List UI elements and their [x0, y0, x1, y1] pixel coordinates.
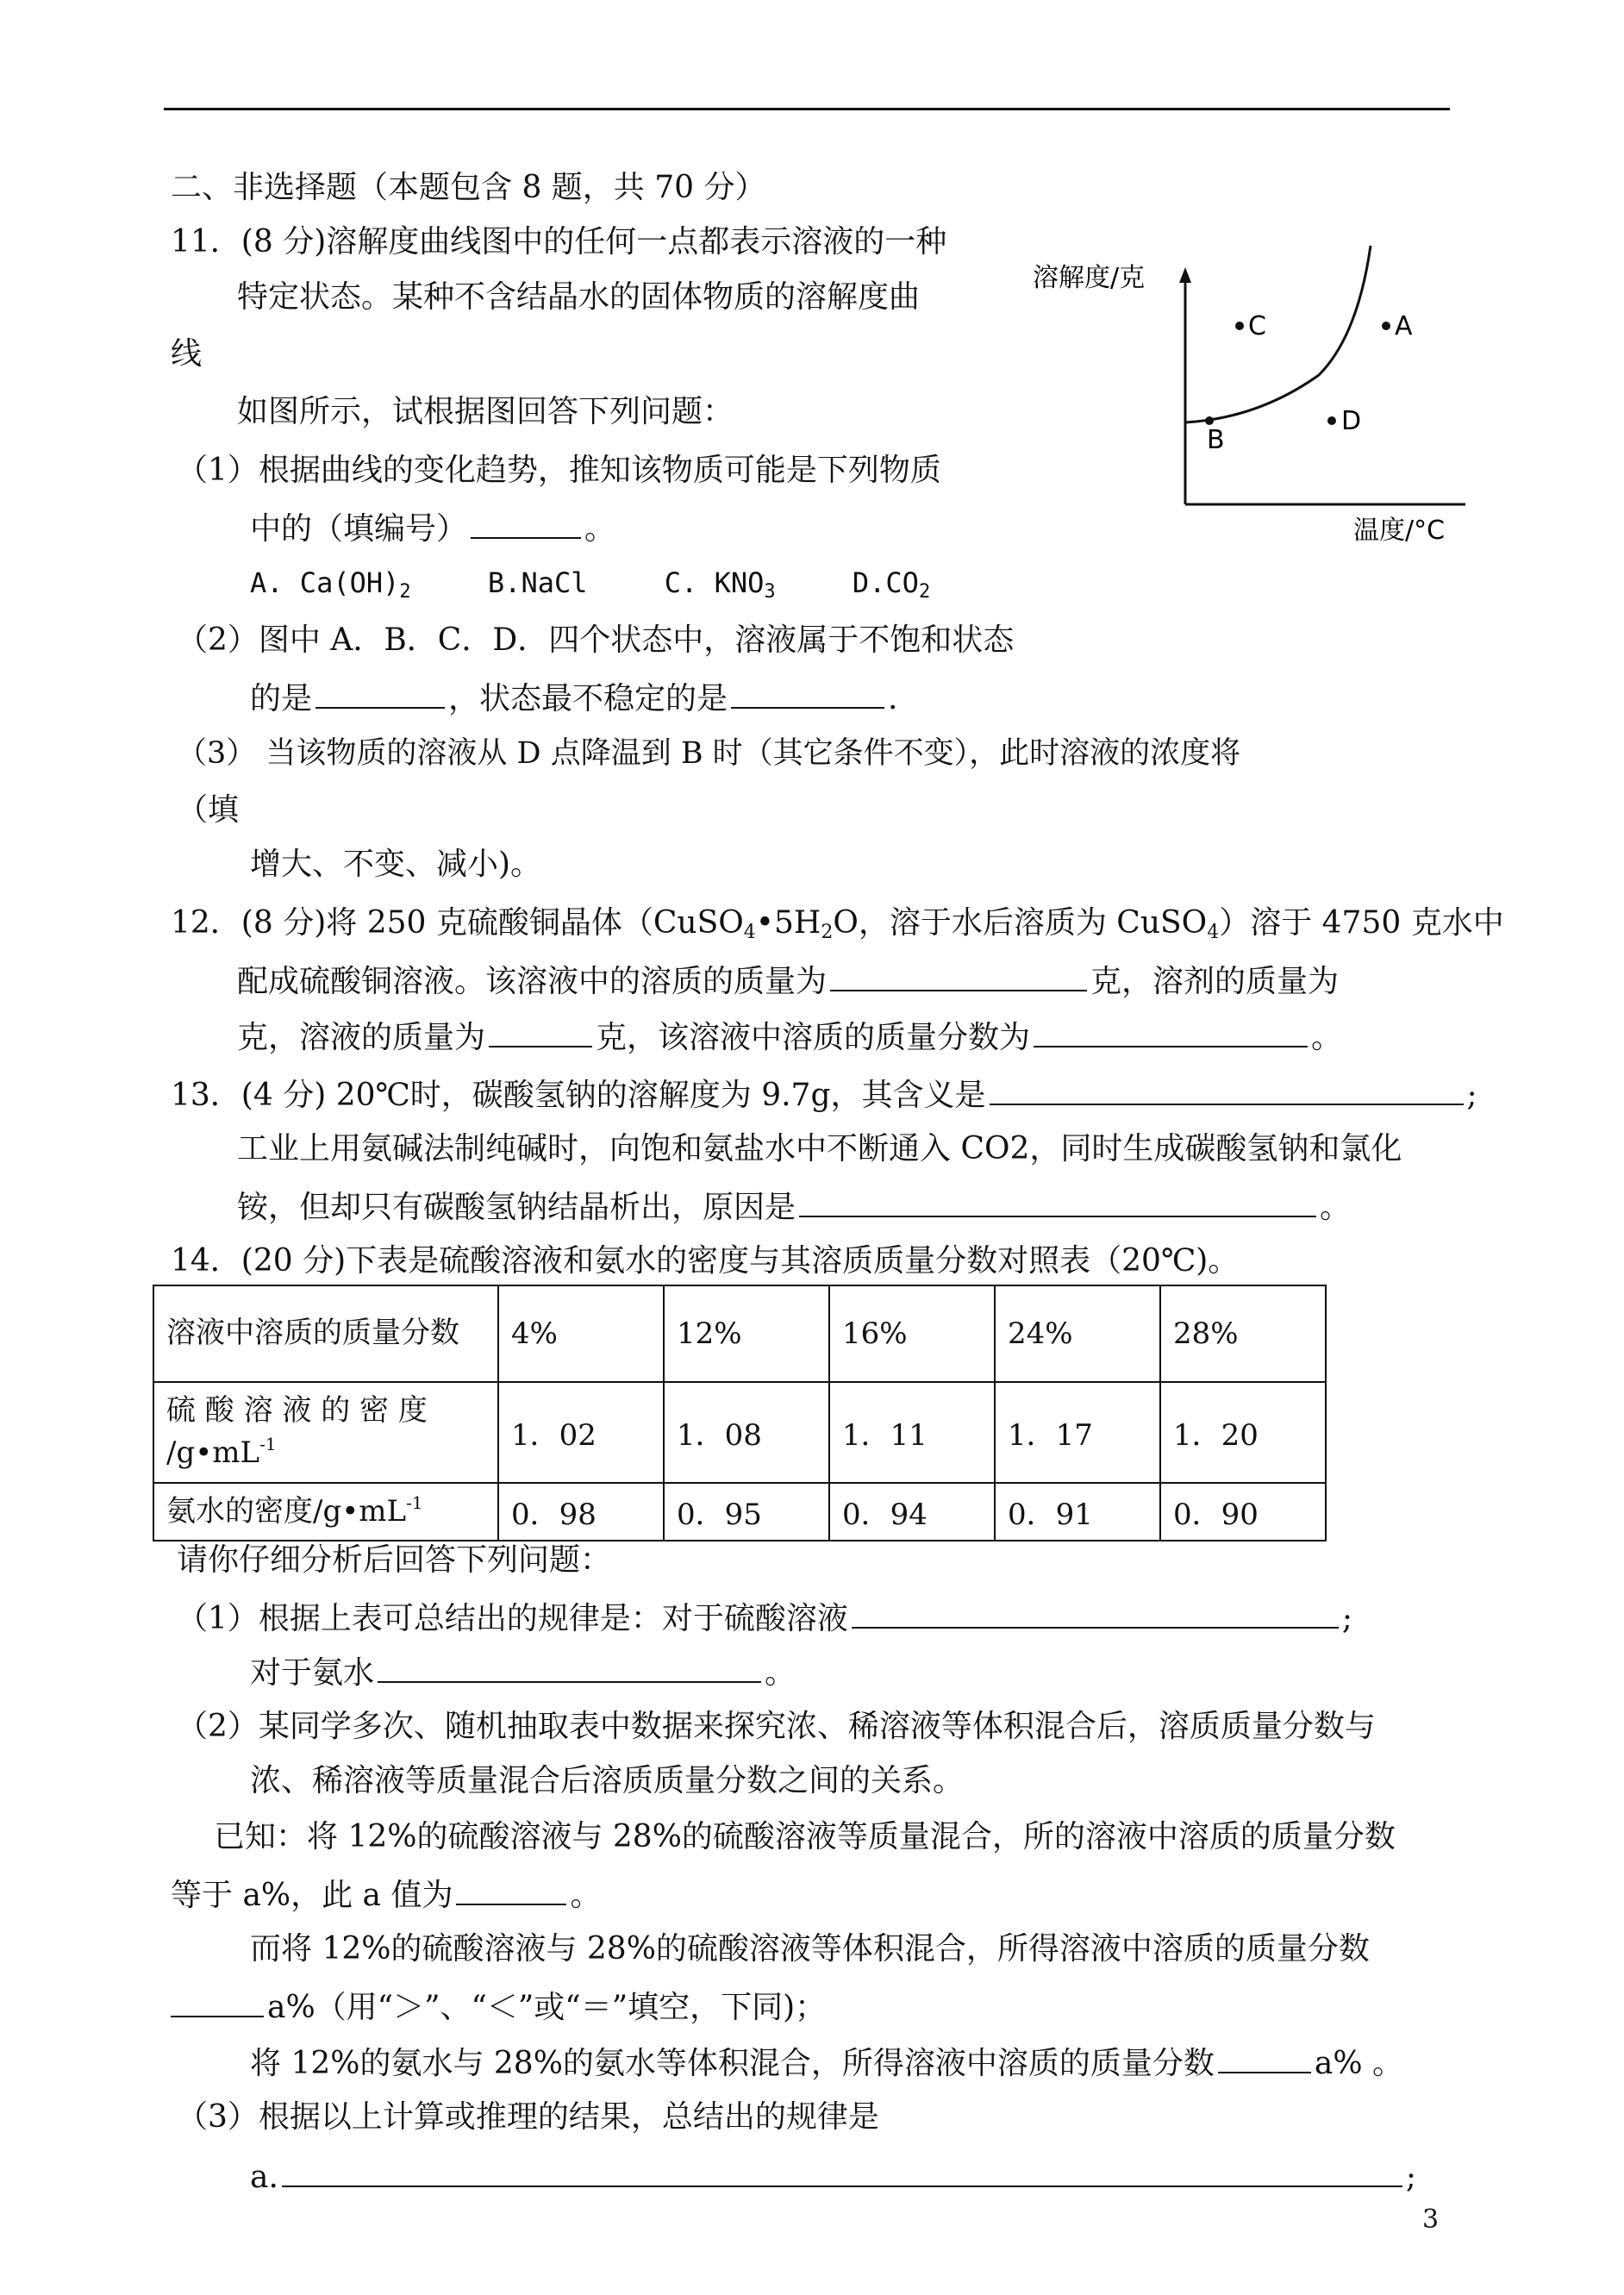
text: a.: [250, 2160, 278, 2195]
punct: 。: [1320, 1190, 1352, 1225]
text: •5H: [755, 905, 821, 941]
label-line: $/g•mL^{-1}$: [166, 1434, 277, 1471]
header-rule: [164, 108, 1450, 110]
table-cell: 4%: [498, 1285, 664, 1382]
table-cell: 16%: [829, 1285, 995, 1382]
table-cell: 1．11: [829, 1382, 995, 1483]
text: 对于氨水: [250, 1655, 375, 1691]
solubility-curve-graph: [1026, 233, 1474, 560]
q11-stem-line1: 11．(8 分)溶解度曲线图中的任何一点都表示溶液的一种: [171, 224, 947, 260]
table-cell: 28%: [1160, 1285, 1326, 1382]
table-cell: 0．95: [664, 1483, 829, 1541]
table-cell: 0．94: [829, 1483, 995, 1541]
q14-part1-line2: [250, 1655, 796, 1689]
table-cell: 1．08: [664, 1382, 829, 1483]
answer-blank[interactable]: [315, 681, 445, 709]
row-header: 氨水的密度$/g•mL^{-1}$: [153, 1483, 498, 1541]
point-d: [1327, 416, 1336, 425]
point-b: [1205, 416, 1214, 425]
table-cell: 1．02: [498, 1382, 664, 1483]
text: 12．(8 分)将 250 克硫酸铜晶体（CuSO: [171, 905, 744, 941]
q11-part3-line3: 增大、不变、减小)。: [250, 847, 542, 882]
punct: 。: [584, 511, 616, 547]
text: 将 12%的氨水与 28%的氨水等体积混合，所得溶液中溶质的质量分数: [250, 2046, 1215, 2081]
answer-blank[interactable]: [1218, 2046, 1311, 2073]
answer-blank[interactable]: [990, 1078, 1464, 1105]
q14-part2-line1: （2）某同学多次、随机抽取表中数据来探究浓、稀溶液等体积混合后，溶质质量分数与: [177, 1709, 1376, 1744]
punct: ;: [1341, 1601, 1353, 1636]
q14-ammonia-line: [250, 2046, 1403, 2079]
answer-blank[interactable]: [282, 2160, 1402, 2187]
text: 等于 a%，此 a 值为: [171, 1878, 453, 1913]
answer-blank[interactable]: [378, 1655, 761, 1683]
text: 13．(4 分) 20℃时，碳酸氢钠的溶解度为 9.7g，其含义是: [171, 1078, 986, 1113]
subscript: 2: [821, 922, 834, 943]
option-a: A. $Ca(OH)_2$: [250, 566, 411, 603]
answer-blank[interactable]: [171, 1990, 264, 2017]
q11-stem-line3: 线: [171, 336, 203, 372]
punct: ;: [1405, 2160, 1417, 2195]
page-number: 3: [1422, 2204, 1440, 2235]
q13-line1: [171, 1078, 1477, 1111]
table-cell: 0．90: [1160, 1483, 1326, 1541]
q11-part1-text: 中的（填编号）: [250, 511, 468, 547]
text: ）溶于 4750 克水中: [1219, 905, 1504, 941]
solubility-curve: [1185, 246, 1371, 422]
q11-part2-line2: [250, 681, 897, 715]
label-line: 硫 酸 溶 液 的 密 度: [166, 1393, 428, 1428]
option-d: $D.CO_2$: [852, 566, 931, 603]
row-header: [153, 1382, 498, 1483]
text: 克，该溶液中溶质的质量分数为: [596, 1020, 1031, 1055]
text: 克，溶剂的质量为: [1090, 964, 1340, 999]
table-row: [153, 1285, 1326, 1382]
q14-part1-line1: [177, 1601, 1352, 1635]
q12-line2: [237, 964, 1339, 997]
point-c-label: C: [1248, 311, 1266, 341]
punct: .: [888, 681, 898, 716]
q14-known-line2: [171, 1878, 601, 1911]
option-b: B.NaCl: [487, 566, 588, 599]
q11-part2-line1: （2）图中 A．B．C．D．四个状态中，溶液属于不饱和状态: [177, 622, 1015, 658]
row-header: 溶液中溶质的质量分数: [153, 1285, 498, 1382]
text: ，状态最不稳定的是: [448, 681, 728, 716]
point-a-label: A: [1395, 311, 1413, 341]
table-cell: 0．98: [498, 1483, 664, 1541]
q14-part3-line: （3）根据以上计算或推理的结果，总结出的规律是: [177, 2099, 879, 2135]
table-cell: 12%: [664, 1285, 829, 1382]
table-cell: 0．91: [995, 1483, 1160, 1541]
q11-part3-line2: （填: [177, 792, 240, 828]
punct: 。: [765, 1655, 796, 1691]
punct: 。: [570, 1878, 602, 1913]
answer-blank[interactable]: [852, 1601, 1339, 1629]
q12-line1: [171, 905, 1504, 943]
point-a: [1382, 322, 1390, 330]
text: 配成硫酸铜溶液。该溶液中的溶质的质量为: [237, 964, 828, 999]
text: a% 。: [1314, 2046, 1404, 2081]
table-cell: 1．20: [1160, 1382, 1326, 1483]
table-cell: 24%: [995, 1285, 1160, 1382]
text: a%（用“＞”、“＜”或“＝”填空，下同)；: [267, 1990, 827, 2025]
punct: ;: [1466, 1078, 1477, 1113]
density-table: [153, 1285, 1327, 1541]
q13-line3: [237, 1190, 1351, 1223]
punct: 。: [1311, 1020, 1343, 1055]
subscript: 4: [1207, 922, 1220, 943]
answer-blank[interactable]: [489, 1020, 592, 1047]
q14-known-line1: 已知：将 12%的硫酸溶液与 28%的硫酸溶液等质量混合，所的溶液中溶质的质量分数: [214, 1819, 1396, 1854]
q11-stem-line4: 如图所示，试根据图回答下列问题：: [237, 394, 734, 429]
y-axis-arrow: [1179, 267, 1191, 283]
q14-ask: 请你仔细分析后回答下列问题：: [177, 1542, 612, 1578]
point-c: [1235, 322, 1244, 330]
subscript: 4: [743, 922, 756, 943]
answer-blank[interactable]: [731, 681, 884, 709]
option-c: C. $KNO_3$: [664, 566, 776, 603]
answer-blank[interactable]: [471, 511, 581, 539]
answer-blank[interactable]: [456, 1878, 566, 1905]
q11-part1-line2: [250, 511, 615, 545]
text: （1）根据上表可总结出的规律是：对于硫酸溶液: [177, 1601, 848, 1636]
table-row: [153, 1382, 1326, 1483]
x-axis-label: 温度/°C: [1353, 516, 1446, 546]
answer-blank[interactable]: [830, 964, 1087, 991]
text: 铵，但却只有碳酸氢钠结晶析出，原因是: [237, 1190, 796, 1225]
text: 克，溶液的质量为: [237, 1020, 486, 1055]
q14-volume-line1: 而将 12%的硫酸溶液与 28%的硫酸溶液等体积混合，所得溶液中溶质的质量分数: [250, 1931, 1370, 1967]
q11-stem-line2: 特定状态。某种不含结晶水的固体物质的溶解度曲: [237, 279, 921, 315]
table-cell: 1．17: [995, 1382, 1160, 1483]
text: 的是: [250, 681, 313, 716]
point-b-label: B: [1207, 425, 1225, 455]
answer-blank[interactable]: [799, 1190, 1316, 1217]
q11-part3-line1: （3） 当该物质的溶液从 D 点降温到 B 时（其它条件不变），此时溶液的浓度将: [177, 736, 1241, 771]
q11-options: [250, 566, 931, 603]
q14-volume-line2: [171, 1990, 826, 2023]
q12-line3: [237, 1020, 1342, 1054]
q14-part3-a-line: [250, 2160, 1416, 2193]
q14-part2-line2: 浓、稀溶液等质量混合后溶质质量分数之间的关系。: [250, 1763, 965, 1798]
q11-part1-line1: （1）根据曲线的变化趋势，推知该物质可能是下列物质: [177, 453, 941, 488]
answer-blank[interactable]: [1034, 1020, 1308, 1047]
table-row: [153, 1483, 1326, 1541]
text: O，溶于水后溶质为 CuSO: [833, 905, 1208, 941]
q13-line2: 工业上用氨碱法制纯碱时，向饱和氨盐水中不断通入 CO2，同时生成碳酸氢钠和氯化: [237, 1131, 1402, 1166]
section-title: 二、非选择题（本题包含 8 题，共 70 分）: [171, 170, 766, 205]
point-d-label: D: [1341, 406, 1362, 436]
q14-intro: 14．(20 分)下表是硫酸溶液和氨水的密度与其溶质质量分数对照表（20℃)。: [171, 1243, 1240, 1279]
y-axis-label: 溶解度/克: [1033, 263, 1146, 293]
